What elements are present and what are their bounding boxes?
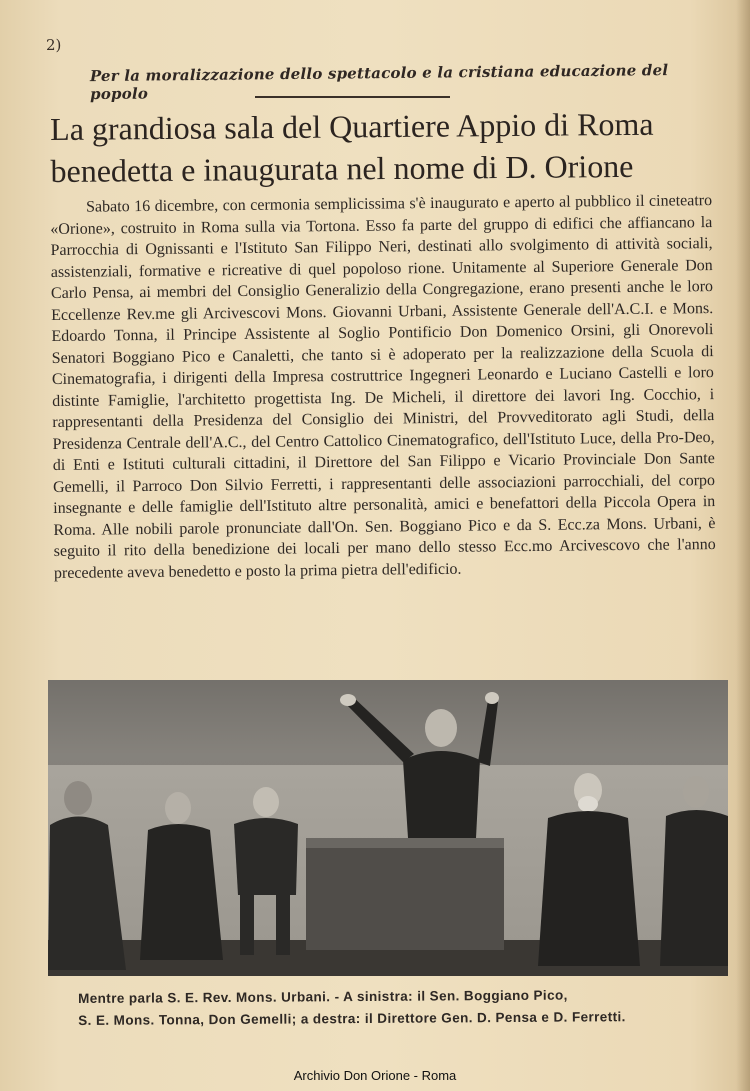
article-title	[50, 102, 731, 192]
caption-line-2: S. E. Mons. Tonna, Don Gemelli; a destra: il Direttore Gen. D. Pensa e D. Ferretti.	[78, 1009, 626, 1028]
kicker-headline: Per la moralizzazione dello spettacolo e la cristiana educazione del popolo	[89, 61, 669, 104]
caption-line-1: Mentre parla S. E. Rev. Mons. Urbani. - A sinistra: il Sen. Boggiano Pico,	[78, 987, 568, 1006]
page-edge-shadow	[736, 0, 750, 1091]
article-title-line-2: benedetta e inaugurata nel nome di D. Orione	[50, 147, 634, 189]
podium-table	[306, 838, 504, 950]
article-body	[50, 190, 716, 584]
article-paragraph: Sabato 16 dicembre, con cermonia semplicissima s'è inaugurato e aperto al pubblico il cineteatro «Orione», costruito in Roma sulla via Tortona. Esso fa parte del gruppo di edifici che affiancano la Parrocchia di Ognissanti e l'Istituto San Filippo Neri, destinati allo svolgimento di attività sociali, assistenziali, formative e ricreative di quel popoloso rione. Unitamente al Superiore Generale Don Carlo Pensa, ai membri del Consiglio Generalizio della Congregazione, erano presenti anche le loro Eccellenze Rev.me gli Arcivescovi Mons. Giovanni Urbani, Assistente Generale dell'A.C.I. e Mons. Edoardo Tonna, il Principe Assistente al Soglio Pontificio Don Domenico Orsini, gli Onorevoli Senatori Boggiano Pico e Canaletti, che tanto si è adoperato per la realizzazione della Scuola di Cinematografia, i dirigenti della Impresa costruttrice Ingegneri Leonardo e Luciano Castelli e loro distinte Famiglie, l'architetto progettista Ing. De Micheli, il direttore dei lavori Ing. Cocchio, i rappresentanti della Presidenza del Consiglio dei Ministri, del Provveditorato agli Studi, della Presidenza Centrale dell'A.C., del Centro Cattolico Cinematografico, dell'Istituto Luce, della Pro-Deo, di Enti e Istituti culturali cittadini, il Direttore del San Filippo e Vicario Provinciale Don Sante Gemelli, il Parroco Don Silvio Ferretti, i rappresentanti delle associazioni parrocchiali, del corpo insegnante e delle famiglie dell'Istituto altre personalità, amici e benefattori della Piccola Opera in Roma. Alle nobili parole pronunciate dall'On. Sen. Boggiano Pico e da S. Ecc.za Mons. Urbani, è seguito il rito della benedizione dei locali per mano dello stesso Ecc.mo Arcivescovo che l'anno precedente aveva benedetto e posto la prima pietra dell'edificio.	[50, 192, 716, 582]
kicker-underline	[255, 96, 450, 98]
archive-footer: Archivio Don Orione - Roma	[293, 1068, 457, 1083]
event-photo	[48, 680, 728, 976]
article-title-line-1: La grandiosa sala del Quartiere Appio di Roma	[50, 105, 654, 147]
photo-caption	[78, 984, 708, 1032]
page-number: 2)	[46, 36, 62, 54]
